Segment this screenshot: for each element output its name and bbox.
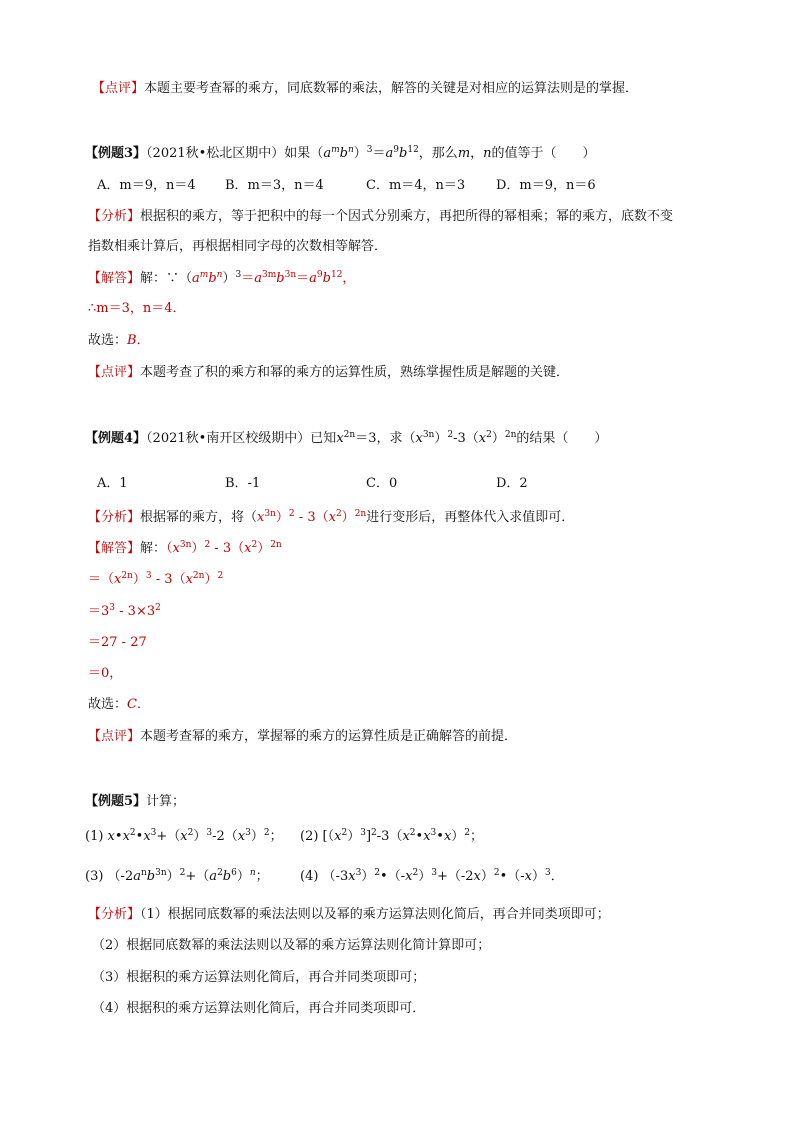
- example-3-options: [0, 177, 794, 195]
- example-4-tag: 【例题4】: [85, 431, 147, 446]
- example-3-answer-1: 【解答】解：$\because(a^mb^n)^3=a^{3m}b^{3n}=a^9b^{12}$，: [88, 270, 356, 286]
- option-c: C．m＝4，n＝3: [366, 178, 466, 193]
- example-5-analysis-2: （2）根据同底数幂的乘法法则以及幂的乘方运算法则化简计算即可；: [92, 938, 491, 953]
- example-5-problem-2: (2) $[(x^2)^3]^2-3(x^2•x^3•x)^2$；: [300, 828, 484, 844]
- example-4-step-5: ＝0，: [88, 666, 123, 681]
- example-3-choose: 故选：B．: [88, 333, 150, 348]
- example-4-choose: 故选：C．: [88, 697, 150, 712]
- option-b: B．m＝3，n＝4: [225, 178, 324, 193]
- example-3-analysis-2: 指数相乘计算后，再根据相同字母的次数相等解答．: [88, 239, 388, 254]
- example-4-options: [0, 475, 794, 493]
- comment-text: 本题主要考查幂的乘方，同底数幂的乘法，解答的关键是对相应的运算法则是的掌握．: [144, 81, 639, 96]
- example-4-step-4: ＝27 - 27: [88, 635, 147, 650]
- example-3-tag: 【例题3】: [85, 146, 147, 161]
- example-4-analysis: 【分析】根据幂的乘方，将$(x^{3n})^2 - 3(x^2)^{2n}$进行变形后，再整体代入求值即可．: [88, 509, 575, 525]
- example-3-question: 【例题3】（2021秋•松北区期中）如果$(a^mb^n)^3=a^9b^{12}$，那么m，n的值等于（ ）: [85, 145, 596, 161]
- example-5-analysis-1: 【分析】（1）根据同底数幂的乘法法则以及幂的乘方运算法则化简后，再合并同类项即可；: [88, 907, 610, 922]
- option-b: B．-1: [225, 476, 261, 491]
- example-5-tag: 【例题5】: [85, 794, 147, 809]
- answer-tag: 【解答】: [88, 271, 141, 286]
- example-3-source: （2021秋•松北区期中）如果（: [146, 146, 324, 161]
- comment-tag: 【点评】: [92, 81, 145, 96]
- option-d: D．2: [496, 476, 528, 491]
- example-3-comment: 【点评】本题考查了积的乘方和幂的乘方的运算性质，熟练掌握性质是解题的关键．: [88, 365, 570, 380]
- option-a: A．m＝9，n＝4: [97, 178, 196, 193]
- example-4-step-3: $=3^3 - 3\times 3^2$: [88, 603, 161, 619]
- analysis-tag: 【分析】: [88, 209, 141, 224]
- example-5-analysis-4: （4）根据积的乘方运算法则化简后，再合并同类项即可．: [92, 1001, 426, 1016]
- example-4-question: 【例题4】（2021秋•南开区校级期中）已知$x^{2n}=3$，求$(x^{3n})^2-3(x^2)^{2n}$的结果（ ）: [85, 430, 608, 446]
- comment-line: [92, 80, 638, 98]
- example-5-analysis-3: （3）根据积的乘方运算法则化简后，再合并同类项即可；: [92, 970, 426, 985]
- example-3-analysis-1: 【分析】根据积的乘方，等于把积中的每一个因式分别乘方，再把所得的幂相乘；幂的乘方，底数不变: [88, 209, 674, 224]
- example-5-problem-1: (1) $x•x^2•x^3+(x^2)^3-2(x^3)^2$；: [85, 828, 283, 844]
- example-5-problem-3: (3) $(-2a^nb^{3n})^2+(a^2b^6)^n$；: [85, 868, 269, 884]
- option-d: D．m＝9，n＝6: [496, 178, 596, 193]
- example-3-expr: $a^mb^n$: [323, 145, 354, 161]
- option-a: A．1: [97, 476, 128, 491]
- example-5-problem-4: (4) $(-3x^3)^2•(-x^2)^3+(-2x)^2•(-x)^3$．: [300, 868, 564, 884]
- example-4-comment: 【点评】本题考查幂的乘方，掌握幂的乘方的运算性质是正确解答的前提．: [88, 729, 518, 744]
- example-4-answer-1: 【解答】解：$(x^{3n})^2 - 3(x^2)^{2n}$: [88, 540, 282, 556]
- example-3-answer-2: ∴m＝3，n＝4．: [88, 301, 186, 316]
- option-c: C．0: [366, 476, 398, 491]
- example-5-title: 【例题5】计算；: [85, 794, 186, 809]
- example-4-step-2: $=(x^{2n})^3 - 3(x^{2n})^2$: [88, 571, 224, 587]
